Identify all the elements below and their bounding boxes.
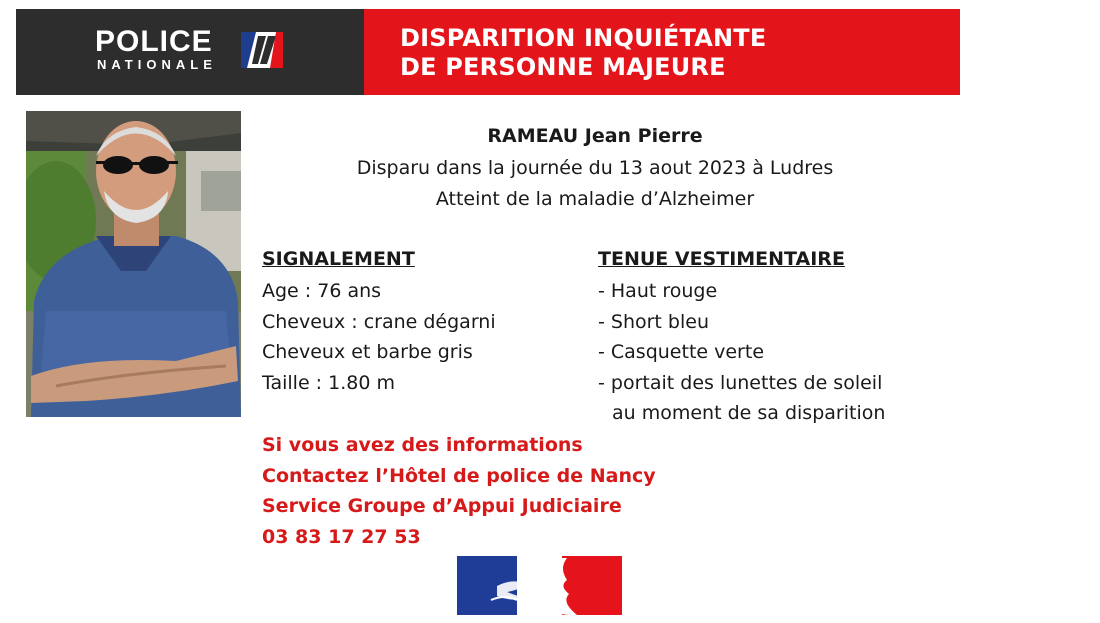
clothing-item: - portait des lunettes de soleil [598,371,883,394]
clothing-heading: TENUE VESTIMENTAIRE [598,248,845,270]
missing-person-photo [26,111,241,417]
description-item: Cheveux et barbe gris [262,341,473,363]
person-summary [330,124,860,215]
alert-title-line2: DE PERSONNE MAJEURE [400,53,726,81]
alert-title [400,24,766,82]
person-name: RAMEAU Jean Pierre [487,125,703,147]
disappearance-info: Disparu dans la journée du 13 aout 2023 à Ludres [356,157,834,179]
medical-condition: Atteint de la maladie d’Alzheimer [435,188,755,210]
contact-line: Contactez l’Hôtel de police de Nancy [262,464,656,487]
clothing-item: - Short bleu [598,310,709,333]
description-item: Cheveux : crane dégarni [262,310,496,333]
description-section [262,245,496,398]
clothing-item: au moment de sa disparition [612,402,886,424]
marianne-logo-icon [457,556,622,615]
description-item: Age : 76 ans [262,280,382,302]
clothing-item: - Haut rouge [598,280,718,302]
contact-section [262,430,656,552]
police-emblem-icon [240,30,286,70]
description-heading: SIGNALEMENT [262,248,415,270]
description-item: Taille : 1.80 m [262,371,395,394]
contact-line: Si vous avez des informations [262,434,583,456]
contact-line: Service Groupe d’Appui Judiciaire [262,495,622,517]
contact-phone: 03 83 17 27 53 [262,525,421,548]
clothing-section [598,245,885,429]
alert-title-line1: DISPARITION INQUIÉTANTE [400,24,767,52]
clothing-item: - Casquette verte [598,341,765,363]
police-logo-text: POLICE [95,25,213,58]
nationale-logo-text: NATIONALE [97,57,217,72]
